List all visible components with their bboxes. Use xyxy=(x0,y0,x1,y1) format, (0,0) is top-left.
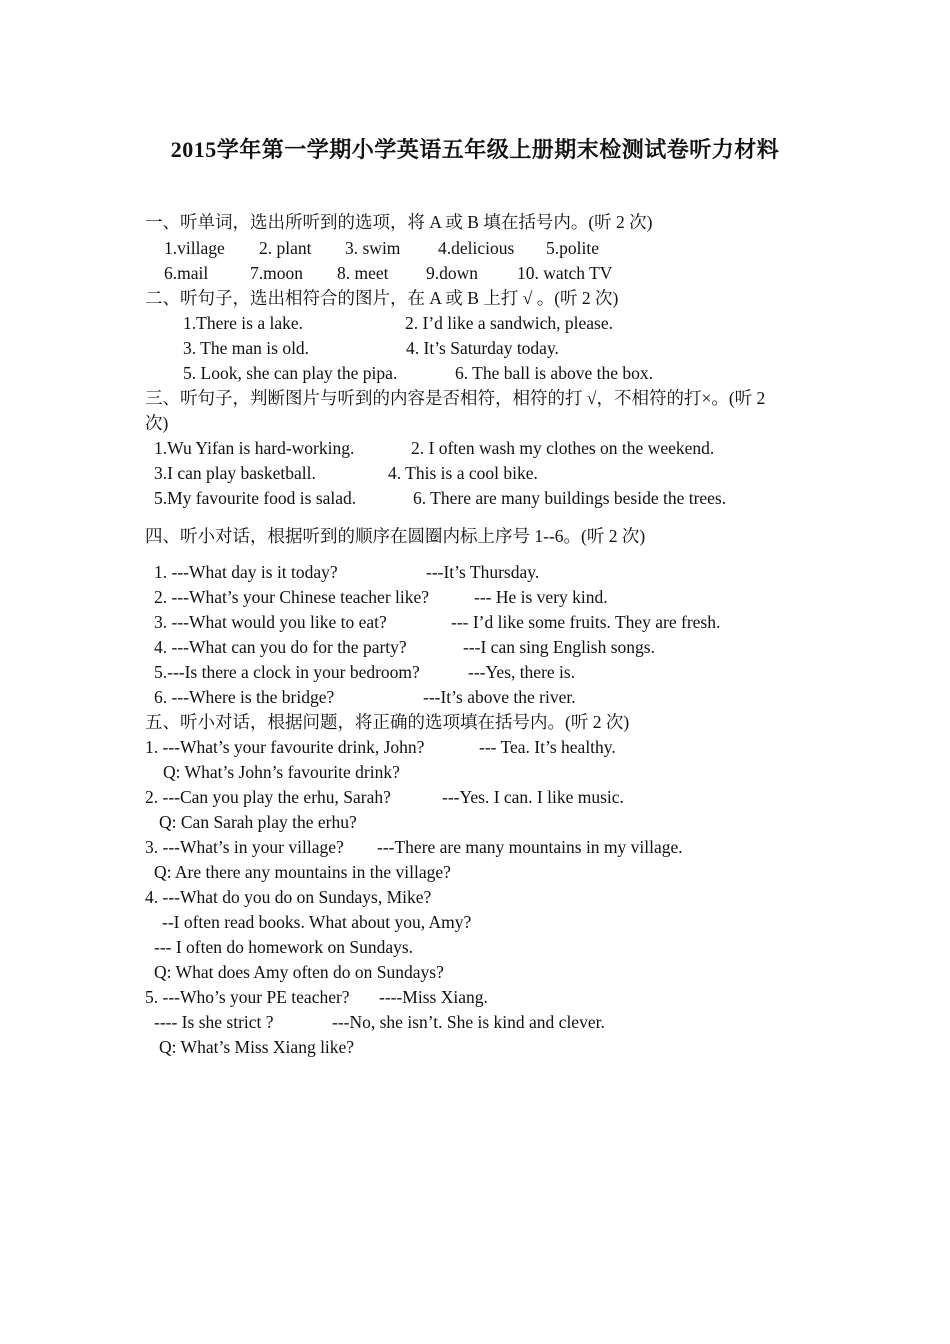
dialogue-line: ---There are many mountains in my village. xyxy=(377,837,683,857)
dialogue-answer: --- I’d like some fruits. They are fresh. xyxy=(451,612,721,632)
word-item: 2. plant xyxy=(259,238,312,258)
section3-heading-line2: 次) xyxy=(145,413,169,433)
section3-heading-line1: 三、听句子，判断图片与听到的内容是否相符，相符的打 √，不相符的打×。(听 2 xyxy=(145,388,766,408)
word-item: 5.polite xyxy=(546,238,599,258)
dialogue-line: 1. ---What’s your favourite drink, John? xyxy=(145,737,425,757)
sentence-item: 4. It’s Saturday today. xyxy=(406,338,559,358)
dialogue-question: 6. ---Where is the bridge? xyxy=(154,687,335,707)
word-item: 8. meet xyxy=(337,263,389,283)
question-line: Q: What’s John’s favourite drink? xyxy=(163,762,400,782)
question-line: Q: Are there any mountains in the village? xyxy=(154,862,451,882)
document-title: 2015学年第一学期小学英语五年级上册期末检测试卷听力材料 xyxy=(170,137,780,162)
sentence-item: 2. I often wash my clothes on the weekend. xyxy=(411,438,715,458)
dialogue-line: ---Yes. I can. I like music. xyxy=(442,787,624,807)
dialogue-line: ---- Is she strict ? xyxy=(154,1012,274,1032)
dialogue-question: 3. ---What would you like to eat? xyxy=(154,612,387,632)
word-item: 3. swim xyxy=(345,238,401,258)
sentence-item: 3. The man is old. xyxy=(183,338,310,358)
dialogue-question: 5.---Is there a clock in your bedroom? xyxy=(154,662,420,682)
section1-heading: 一、听单词，选出所听到的选项，将 A 或 B 填在括号内。(听 2 次) xyxy=(145,212,653,232)
dialogue-question: 4. ---What can you do for the party? xyxy=(154,637,407,657)
word-item: 9.down xyxy=(426,263,479,283)
dialogue-line: ----Miss Xiang. xyxy=(379,987,488,1007)
dialogue-line: --- I often do homework on Sundays. xyxy=(154,937,414,957)
sentence-item: 5.My favourite food is salad. xyxy=(154,488,357,508)
sentence-item: 1.There is a lake. xyxy=(183,313,304,333)
dialogue-answer: ---I can sing English songs. xyxy=(463,637,655,657)
section5-heading: 五、听小对话，根据问题，将正确的选项填在括号内。(听 2 次) xyxy=(145,712,630,732)
dialogue-line: 3. ---What’s in your village? xyxy=(145,837,344,857)
dialogue-line: --I often read books. What about you, Amy? xyxy=(162,912,472,932)
sentence-item: 4. This is a cool bike. xyxy=(388,463,538,483)
dialogue-answer: --- He is very kind. xyxy=(474,587,608,607)
section2-heading: 二、听句子，选出相符合的图片，在 A 或 B 上打 √ 。(听 2 次) xyxy=(145,288,619,308)
word-item: 10. watch TV xyxy=(517,263,613,283)
sentence-item: 3.I can play basketball. xyxy=(154,463,316,483)
word-item: 7.moon xyxy=(250,263,303,283)
dialogue-line: 5. ---Who’s your PE teacher? xyxy=(145,987,350,1007)
question-line: Q: What does Amy often do on Sundays? xyxy=(154,962,444,982)
sentence-item: 1.Wu Yifan is hard-working. xyxy=(154,438,355,458)
dialogue-answer: ---It’s Thursday. xyxy=(426,562,540,582)
sentence-item: 6. The ball is above the box. xyxy=(455,363,653,383)
dialogue-question: 2. ---What’s your Chinese teacher like? xyxy=(154,587,430,607)
word-item: 6.mail xyxy=(164,263,209,283)
dialogue-line: 2. ---Can you play the erhu, Sarah? xyxy=(145,787,391,807)
dialogue-answer: ---Yes, there is. xyxy=(468,662,576,682)
sentence-item: 6. There are many buildings beside the trees. xyxy=(413,488,727,508)
word-item: 1.village xyxy=(164,238,225,258)
dialogue-answer: ---It’s above the river. xyxy=(423,687,576,707)
dialogue-line: 4. ---What do you do on Sundays, Mike? xyxy=(145,887,432,907)
dialogue-question: 1. ---What day is it today? xyxy=(154,562,338,582)
word-item: 4.delicious xyxy=(438,238,515,258)
question-line: Q: Can Sarah play the erhu? xyxy=(159,812,357,832)
sentence-item: 2. I’d like a sandwich, please. xyxy=(405,313,613,333)
dialogue-line: ---No, she isn’t. She is kind and clever. xyxy=(332,1012,605,1032)
dialogue-line: --- Tea. It’s healthy. xyxy=(479,737,616,757)
question-line: Q: What’s Miss Xiang like? xyxy=(159,1037,355,1057)
sentence-item: 5. Look, she can play the pipa. xyxy=(183,363,398,383)
section4-heading: 四、听小对话，根据听到的顺序在圆圈内标上序号 1--6。(听 2 次) xyxy=(145,526,646,546)
